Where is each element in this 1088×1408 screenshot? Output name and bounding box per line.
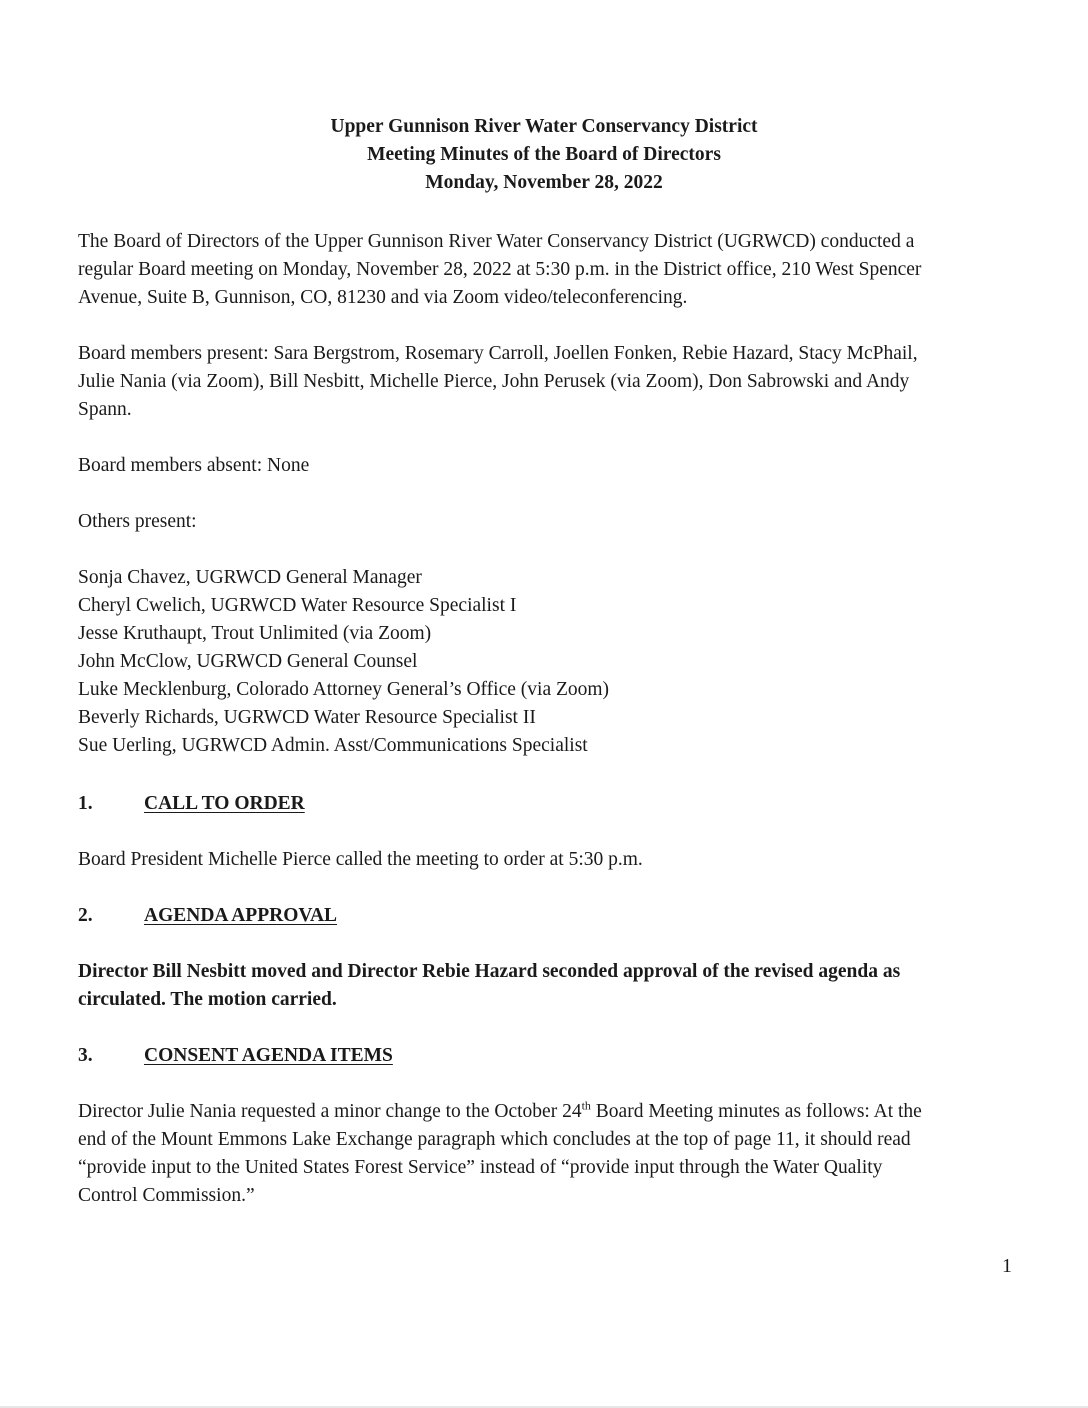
- document-title: Meeting Minutes of the Board of Directors: [367, 144, 721, 165]
- document-header: [0, 113, 1088, 197]
- others-present-label: Others present:: [78, 511, 197, 532]
- members-absent: Board members absent: None: [78, 455, 310, 476]
- attendee-item: Jesse Kruthaupt, Trout Unlimited (via Zoom): [78, 623, 432, 644]
- attendee-item: Luke Mecklenburg, Colorado Attorney General’s Office (via Zoom): [78, 679, 610, 700]
- intro-paragraph: [78, 228, 1018, 312]
- attendee-item: Sonja Chavez, UGRWCD General Manager: [78, 567, 422, 588]
- members-present-line: Board members present: Sara Bergstrom, Rosemary Carroll, Joellen Fonken, Rebie Hazard, Stacy McPhail,: [78, 343, 918, 364]
- section-number: 2.: [78, 905, 93, 926]
- motion-line: circulated. The motion carried.: [78, 989, 337, 1010]
- attendee-item: Cheryl Cwelich, UGRWCD Water Resource Specialist I: [78, 595, 517, 616]
- ordinal-suffix: th: [581, 1098, 591, 1113]
- page-number: 1: [1002, 1255, 1012, 1277]
- section-heading-consent-agenda: [78, 1042, 393, 1070]
- consent-agenda-paragraph: [78, 1098, 1018, 1210]
- others-present-list: [78, 564, 1018, 760]
- members-present-line: Spann.: [78, 399, 132, 420]
- section-heading-agenda-approval: [78, 902, 337, 930]
- consent-line: [78, 1098, 1018, 1126]
- meeting-date: Monday, November 28, 2022: [425, 172, 663, 193]
- members-present-paragraph: [78, 340, 1018, 424]
- agenda-approval-motion: [78, 958, 1018, 1014]
- members-present-line: Julie Nania (via Zoom), Bill Nesbitt, Michelle Pierce, John Perusek (via Zoom), Don Sabrowski and Andy: [78, 371, 910, 392]
- organization-name: Upper Gunnison River Water Conservancy District: [330, 116, 758, 137]
- attendee-item: Sue Uerling, UGRWCD Admin. Asst/Communications Specialist: [78, 735, 588, 756]
- consent-line: “provide input to the United States Forest Service” instead of “provide input through the Water Quality: [78, 1157, 883, 1178]
- section-number: 1.: [78, 793, 93, 814]
- intro-line: The Board of Directors of the Upper Gunnison River Water Conservancy District (UGRWCD) conducted a: [78, 231, 915, 252]
- motion-line: Director Bill Nesbitt moved and Director Rebie Hazard seconded approval of the revised agenda as: [78, 961, 901, 982]
- consent-line-text: Director Julie Nania requested a minor change to the October 24: [78, 1101, 582, 1122]
- attendee-item: Beverly Richards, UGRWCD Water Resource Specialist II: [78, 707, 536, 728]
- section-title: CONSENT AGENDA ITEMS: [144, 1045, 393, 1066]
- intro-line: regular Board meeting on Monday, November 28, 2022 at 5:30 p.m. in the District office, 210 West Spencer: [78, 259, 922, 280]
- section-title: CALL TO ORDER: [144, 793, 305, 814]
- intro-line: Avenue, Suite B, Gunnison, CO, 81230 and via Zoom video/teleconferencing.: [78, 287, 688, 308]
- section-number: 3.: [78, 1045, 93, 1066]
- consent-line: Control Commission.”: [78, 1185, 255, 1206]
- section-heading-call-to-order: [78, 790, 305, 818]
- attendee-item: John McClow, UGRWCD General Counsel: [78, 651, 418, 672]
- call-to-order-text: Board President Michelle Pierce called the meeting to order at 5:30 p.m.: [78, 849, 643, 870]
- consent-line: end of the Mount Emmons Lake Exchange paragraph which concludes at the top of page 11, it should read: [78, 1129, 911, 1150]
- consent-line-text: Board Meeting minutes as follows: At the: [590, 1101, 922, 1122]
- section-title: AGENDA APPROVAL: [144, 905, 338, 926]
